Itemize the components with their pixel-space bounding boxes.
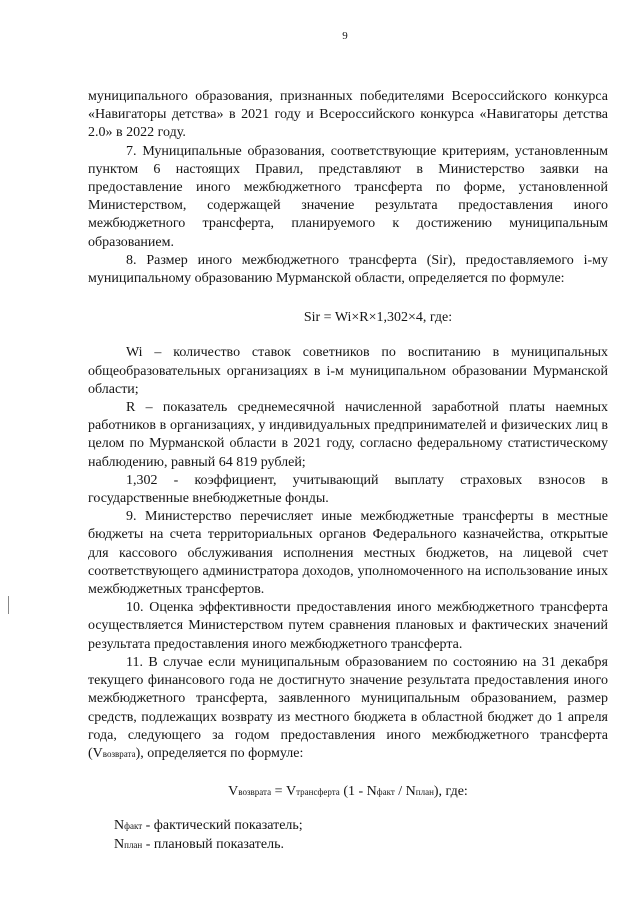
definition-r: R – показатель среднемесячной начисленной заработной платы наемных работников в организациях, у индивидуальных предпринимателей и физических лиц в целом по Мурманской области в 2021 году, согласно федеральному статистическому наблюдению, равный 64 819 рублей; <box>88 400 608 470</box>
margin-mark <box>8 596 9 614</box>
formula-refund-eq: = V <box>271 784 297 800</box>
formula-refund <box>88 783 608 801</box>
formula-refund-v1: V <box>228 784 239 800</box>
formula-refund-v2-sub: трансферта <box>296 787 340 798</box>
formula-refund-div: / N <box>394 784 416 800</box>
definition-nplan <box>88 836 608 854</box>
document-body <box>88 88 608 854</box>
definition-nfact-sub: факт <box>124 821 143 832</box>
paragraph-continuation: муниципального образования, признанных победителями Всероссийского конкурса «Навигаторы детства» в 2021 году и Всероссийского конкурса «Навигаторы детства 2.0» в 2022 году. <box>88 89 608 141</box>
paragraph-10: 10. Оценка эффективности предоставления иного межбюджетного трансферта осуществляется Министерством путем сравнения плановых и фактических значений результата предоставления иного межбюджетного трансферта. <box>88 600 608 652</box>
definition-nfact-text: - фактический показатель; <box>142 818 303 834</box>
paragraph-11-subscript: возврата <box>102 748 136 759</box>
definition-nfact <box>88 817 608 835</box>
paragraph-9: 9. Министерство перечисляет иные межбюджетные трансферты в местные бюджеты на счета территориальных органов Федерального казначейства, открытые для кассового обслуживания исполнения местных бюджетов, на лицевой счет соответствующего администратора доходов, уполномоченного на использование иных межбюджетных трансфертов. <box>88 509 608 598</box>
formula-refund-mid: (1 - N <box>339 784 377 800</box>
formula-refund-n1-sub: факт <box>376 787 395 798</box>
paragraph-11 <box>88 654 608 763</box>
definition-nplan-text: - плановый показатель. <box>142 836 284 852</box>
definition-nplan-sub: план <box>124 839 143 850</box>
definition-1302: 1,302 - коэффициент, учитывающий выплату страховых взносов в государственные внебюджетные фонды. <box>88 472 608 507</box>
paragraph-11-main: 11. В случае если муниципальным образованием по состоянию на 31 декабря текущего финансового года не достигнуто значение результата предоставления иного межбюджетного трансферта, заявленного муниципальным образованием, размер средств, подлежащих возврату из местного бюджета в областной бюджет до 1 апреля года, следующего за годом предоставления иного межбюджетного трансферта (V <box>88 654 608 761</box>
paragraph-11-tail: ), определяется по формуле: <box>135 745 304 761</box>
formula-sir-rhs: Wi×R×1,302×4, где: <box>334 310 453 326</box>
formula-sir <box>88 309 608 327</box>
formula-refund-n2-sub: план <box>415 787 434 798</box>
paragraph-8: 8. Размер иного межбюджетного трансферта (Sir), предоставляемого i-му муниципальному образованию Мурманской области, определяется по формуле: <box>88 252 608 287</box>
formula-refund-v1-sub: возврата <box>238 787 272 798</box>
paragraph-7: 7. Муниципальные образования, соответствующие критериям, установленным пунктом 6 настоящих Правил, представляют в Министерство заявки на предоставление иного межбюджетного трансферта по форме, установленной Министерством, содержащей значение результата предоставления иного межбюджетного трансферта, планируемого к достижению муниципальным образованием. <box>88 143 608 250</box>
definition-wi: Wi – количество ставок советников по воспитанию в муниципальных общеобразовательных организациях в i-м муниципальном образовании Мурманской области; <box>88 345 608 397</box>
definition-nplan-symbol: N <box>114 836 125 852</box>
formula-sir-lhs: Sir = <box>303 310 335 326</box>
page-number: 9 <box>342 30 348 42</box>
formula-refund-tail: ), где: <box>433 784 468 800</box>
definition-nfact-symbol: N <box>114 818 125 834</box>
